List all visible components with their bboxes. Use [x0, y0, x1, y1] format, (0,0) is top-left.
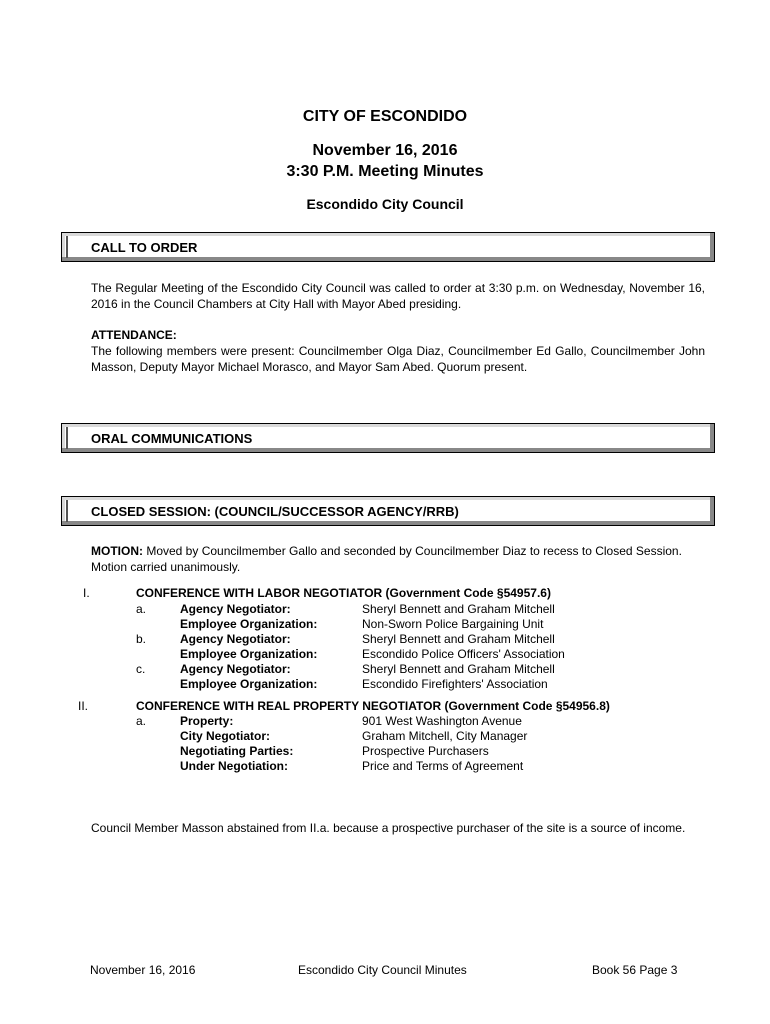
item-value: Non-Sworn Police Bargaining Unit: [362, 617, 544, 631]
meeting-date: November 16, 2016: [312, 142, 458, 159]
attendance-label: ATTENDANCE:: [91, 328, 177, 342]
motion-paragraph: [91, 543, 705, 575]
section-title: CONFERENCE WITH LABOR NEGOTIATOR (Government Code §54957.6): [136, 586, 551, 600]
item-letter: a.: [136, 602, 147, 616]
section-header-call-to-order: [61, 232, 715, 262]
item-label: Agency Negotiator:: [180, 632, 291, 646]
footer-date: November 16, 2016: [90, 963, 196, 977]
item-label: Employee Organization:: [180, 617, 318, 631]
attendance-text: The following members were present: Councilmember Olga Diaz, Councilmember Ed Gallo, Councilmember John Masson, Deputy Mayor Michael Morasco, and Mayor Sam Abed. Quorum present.: [91, 344, 705, 374]
document-title: CITY OF ESCONDIDO: [302, 108, 468, 125]
section-heading: CALL TO ORDER: [91, 240, 198, 255]
item-value: Prospective Purchasers: [362, 744, 489, 758]
item-letter: b.: [136, 632, 147, 646]
section-header-oral-communications: [61, 423, 715, 453]
item-value: Sheryl Bennett and Graham Mitchell: [362, 662, 555, 676]
section-numeral: I.: [83, 586, 90, 600]
item-label: Property:: [180, 714, 234, 728]
section-heading: ORAL COMMUNICATIONS: [91, 431, 253, 446]
section-header-closed-session: [61, 496, 715, 526]
item-value: Sheryl Bennett and Graham Mitchell: [362, 632, 555, 646]
council-name: Escondido City Council: [306, 196, 464, 212]
item-value: Graham Mitchell, City Manager: [362, 729, 528, 743]
item-label: City Negotiator:: [180, 729, 270, 743]
item-label: Agency Negotiator:: [180, 602, 291, 616]
call-to-order-text: The Regular Meeting of the Escondido City Council was called to order at 3:30 p.m. on Wednesday, November 16, 2016 in the Council Chambers at City Hall with Mayor Abed presiding.: [91, 281, 705, 311]
item-label: Agency Negotiator:: [180, 662, 291, 676]
item-value: Sheryl Bennett and Graham Mitchell: [362, 602, 555, 616]
item-label: Negotiating Parties:: [180, 744, 294, 758]
section-title: CONFERENCE WITH REAL PROPERTY NEGOTIATOR (Government Code §54956.8): [136, 699, 610, 713]
section-numeral: II.: [78, 699, 89, 713]
item-letter: a.: [136, 714, 147, 728]
abstain-note: Council Member Masson abstained from II.a. because a prospective purchaser of the site is a source of income.: [91, 821, 686, 835]
footer-page: Book 56 Page 3: [592, 963, 678, 977]
footer-title: Escondido City Council Minutes: [298, 963, 467, 977]
item-label: Under Negotiation:: [180, 759, 288, 773]
motion-label: MOTION:: [91, 544, 143, 558]
item-label: Employee Organization:: [180, 677, 318, 691]
item-value: Escondido Firefighters' Association: [362, 677, 548, 691]
item-label: Employee Organization:: [180, 647, 318, 661]
item-value: Price and Terms of Agreement: [362, 759, 524, 773]
item-value: 901 West Washington Avenue: [362, 714, 522, 728]
motion-text: Moved by Councilmember Gallo and seconded by Councilmember Diaz to recess to Closed Session. Motion carried unanimously.: [91, 544, 682, 574]
section-heading: CLOSED SESSION: (COUNCIL/SUCCESSOR AGENCY/RRB): [91, 504, 459, 519]
item-value: Escondido Police Officers' Association: [362, 647, 565, 661]
item-letter: c.: [136, 662, 146, 676]
meeting-type: 3:30 P.M. Meeting Minutes: [286, 163, 484, 180]
